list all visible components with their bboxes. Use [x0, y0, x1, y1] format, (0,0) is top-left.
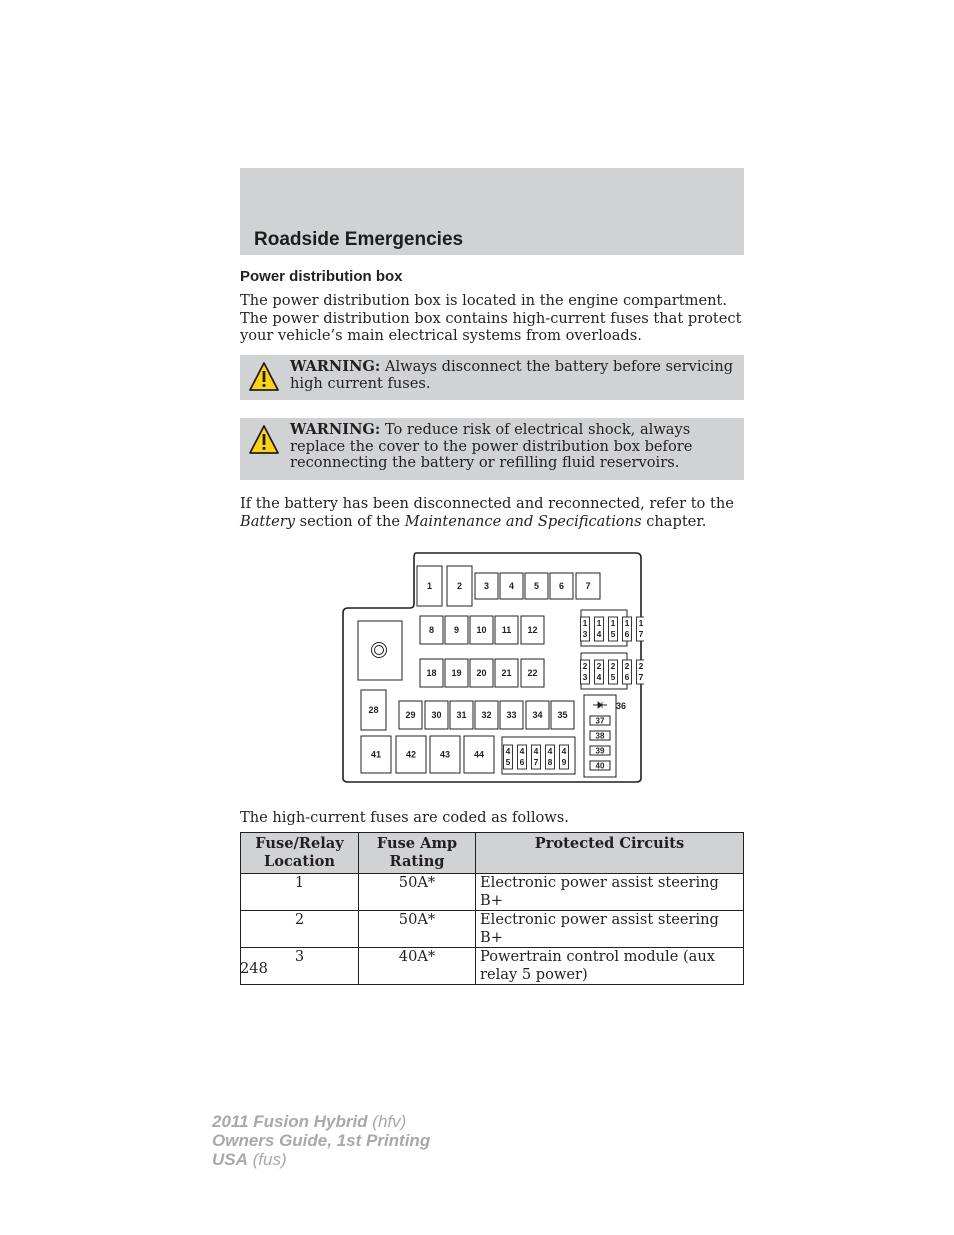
mini-fuse-label: 7 — [638, 629, 644, 639]
fuse-label: 22 — [527, 668, 538, 679]
battery-note-text: chapter. — [641, 512, 707, 530]
fuse-label: 28 — [368, 705, 379, 716]
cell-circuit: Powertrain control module (aux relay 5 power) — [476, 948, 744, 985]
header-location: Fuse/Relay Location — [241, 833, 359, 874]
mini-fuse-label: 1 — [596, 618, 602, 628]
fuse-label: 44 — [473, 749, 485, 760]
fuse-label: 19 — [451, 668, 462, 679]
warning-box-1 — [240, 355, 744, 400]
mini-fuse-label: 2 — [610, 661, 616, 671]
fuse-label: 10 — [476, 625, 487, 636]
mini-fuse-label: 5 — [610, 629, 616, 639]
mini-fuse-label: 6 — [624, 672, 630, 682]
mini-fuse-label: 2 — [596, 661, 602, 671]
mini-fuse-label: 7 — [533, 757, 539, 767]
mini-fuse-label: 4 — [505, 746, 511, 756]
fuse-label: 18 — [426, 668, 437, 679]
fuse-label: 33 — [506, 710, 517, 721]
mini-fuse-label: 1 — [624, 618, 630, 628]
mini-fuse-label: 4 — [596, 629, 602, 639]
header-protected-circuits: Protected Circuits — [476, 833, 744, 874]
mini-fuse-label: 5 — [610, 672, 616, 682]
footer-model: 2011 Fusion Hybrid — [212, 1112, 368, 1131]
table-intro: The high-current fuses are coded as follows. — [240, 809, 569, 826]
mini-fuse-label: 2 — [624, 661, 630, 671]
fuse-label: 12 — [527, 625, 538, 636]
cell-amp-rating: 50A* — [359, 911, 476, 948]
fuse-label: 8 — [428, 625, 435, 636]
fuse-label: 43 — [439, 749, 451, 760]
fuse-table — [240, 832, 744, 985]
fuse-label: 31 — [456, 710, 467, 721]
table-row — [241, 911, 744, 948]
fuse-label: 11 — [501, 625, 512, 636]
fuse-label: 1 — [426, 581, 433, 592]
mini-fuse-label: 4 — [596, 672, 602, 682]
footer-region: USA — [212, 1150, 248, 1169]
mini-fuse-label: 9 — [561, 757, 567, 767]
cell-circuit: Electronic power assist steering B+ — [476, 874, 744, 911]
cell-location: 1 — [241, 874, 359, 911]
mini-fuse-label: 3 — [582, 672, 588, 682]
fuse-label: 30 — [431, 710, 442, 721]
chapter-title: Roadside Emergencies — [254, 229, 464, 250]
battery-note-text: section of the — [295, 512, 405, 530]
cell-circuit: Electronic power assist steering B+ — [476, 911, 744, 948]
fuse-box-diagram — [340, 551, 644, 786]
mini-fuse-label: 3 — [582, 629, 588, 639]
warning-box-2 — [240, 418, 744, 480]
mini-fuse-label: 1 — [638, 618, 644, 628]
fuse-label: 20 — [476, 668, 487, 679]
fuse-label: 5 — [533, 581, 540, 592]
table-row — [241, 874, 744, 911]
fuse-label: 40 — [595, 761, 605, 771]
mini-fuse-label: 6 — [624, 629, 630, 639]
fuse-label: 38 — [595, 731, 605, 741]
fuse-label: 39 — [595, 746, 605, 756]
chapter-header-band — [240, 168, 744, 255]
mini-fuse-label: 4 — [533, 746, 539, 756]
fuse-label: 21 — [501, 668, 512, 679]
fuse-label: 32 — [481, 710, 492, 721]
cell-amp-rating: 50A* — [359, 874, 476, 911]
mini-fuse-label: 2 — [638, 661, 644, 671]
battery-note-text: If the battery has been disconnected and reconnected, refer to the — [240, 495, 734, 512]
footer-region-code: (fus) — [247, 1150, 287, 1169]
fuse-label: 37 — [595, 716, 605, 726]
mounting-bolt-area — [358, 621, 402, 680]
cell-location: 2 — [241, 911, 359, 948]
mini-fuse-label: 1 — [582, 618, 588, 628]
page-number: 248 — [240, 960, 268, 977]
mini-fuse-label: 4 — [547, 746, 553, 756]
fuse-label: 42 — [405, 749, 417, 760]
fuse-label: 2 — [456, 581, 463, 592]
fuse-label: 29 — [405, 710, 416, 721]
warning-label: WARNING: — [290, 421, 381, 438]
fuse-label: 9 — [453, 625, 460, 636]
header-amp-rating: Fuse Amp Rating — [359, 833, 476, 874]
mini-fuse-label: 5 — [505, 757, 511, 767]
cell-location: 3 — [241, 948, 359, 985]
mini-fuse-label: 4 — [561, 746, 567, 756]
battery-section-ref: Battery — [240, 512, 296, 530]
warning-text: To reduce risk of electrical shock, always replace the cover to the power distribution box before reconnecting the battery or refilling fluid reservoirs. — [290, 421, 693, 471]
fuse-label: 34 — [532, 710, 543, 721]
mini-fuse-label: 4 — [519, 746, 525, 756]
section-heading: Power distribution box — [240, 268, 403, 285]
footer-model-code: (hfv) — [367, 1112, 407, 1131]
mini-fuse-label: 8 — [547, 757, 553, 767]
fuse-label: 3 — [483, 581, 490, 592]
mini-fuse-label: 6 — [519, 757, 525, 767]
intro-paragraph: The power distribution box is located in the engine compartment. The power distribution box contains high-current fuses that protect your vehicle’s main electrical systems from overloads. — [240, 292, 742, 344]
cell-amp-rating: 40A* — [359, 948, 476, 985]
fuse-label: 41 — [370, 749, 382, 760]
fuse-label: 4 — [508, 581, 515, 592]
warning-text: Always disconnect the battery before servicing high current fuses. — [290, 358, 734, 392]
chapter-ref: Maintenance and Specifications — [404, 512, 642, 530]
fuse-label: 36 — [615, 701, 627, 712]
fuse-label: 6 — [558, 581, 565, 592]
battery-note-paragraph — [240, 495, 744, 530]
fuse-label: 7 — [585, 581, 591, 592]
table-header-row — [241, 833, 744, 874]
mini-fuse-label: 7 — [638, 672, 644, 682]
mini-fuse-label: 1 — [610, 618, 616, 628]
footer-imprint — [212, 1112, 430, 1169]
warning-label: WARNING: — [290, 358, 381, 375]
table-row — [241, 948, 744, 985]
fuse-label: 35 — [557, 710, 568, 721]
mini-fuse-label: 2 — [582, 661, 588, 671]
warning-triangle-icon — [248, 424, 280, 456]
warning-triangle-icon — [248, 361, 280, 393]
footer-printing: Owners Guide, 1st Printing — [212, 1131, 431, 1150]
